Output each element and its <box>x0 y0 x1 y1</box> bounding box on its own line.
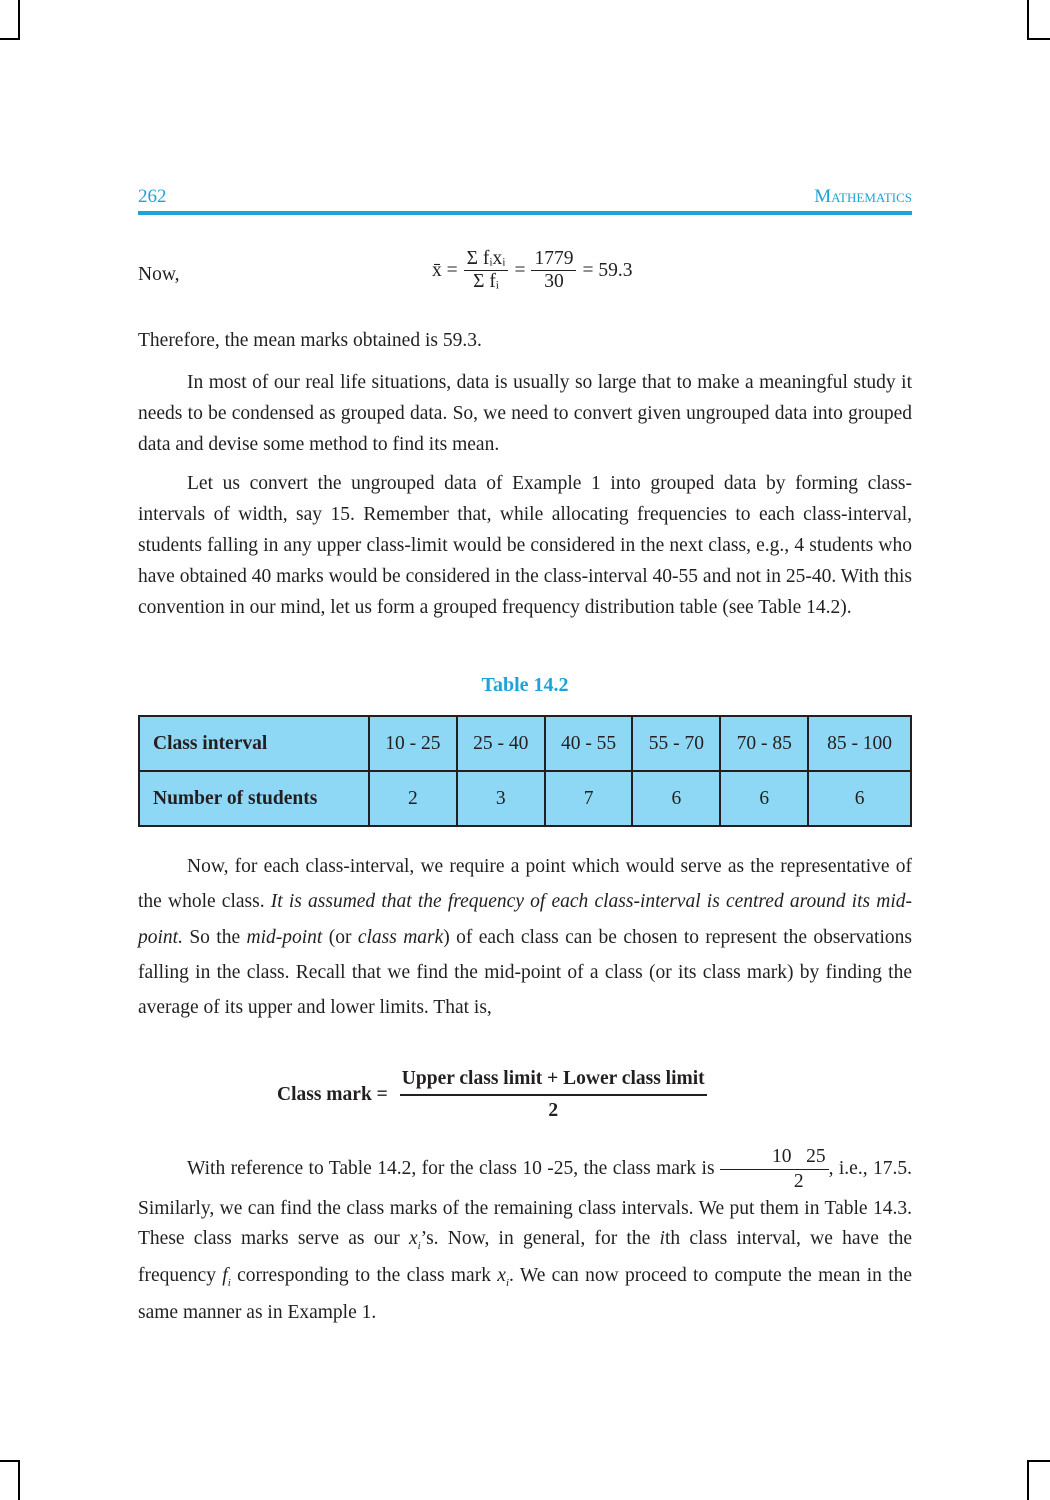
fraction: $\frac{\text{Σ fᵢxᵢ}}{\text{Σ fᵢ}}$ <box>464 248 509 293</box>
table-cell: 10 - 25 <box>369 716 457 771</box>
crop-mark <box>0 38 20 40</box>
table-cell: 25 - 40 <box>457 716 545 771</box>
table-row <box>139 771 911 826</box>
row-header: Number of students <box>139 771 369 826</box>
table-cell: 7 <box>545 771 633 826</box>
equation-lead: Now, <box>138 264 180 285</box>
paragraph: Let us convert the ungrouped data of Example 1 into grouped data by forming class-intervals of width, say 15. Remember that, while allocating frequencies to each class-interval, students falling in any upper class-limit would be considered in the next class, e.g., 4 students who have obtained 40 marks would be considered in the class-interval 40-55 and not in 25-40. With this convention in our mind, let us form a grouped frequency distribution table (see Table 14.2). <box>138 473 912 618</box>
crop-mark <box>18 1460 20 1500</box>
fraction: $\frac{10 25}{2}$ <box>720 1145 829 1194</box>
table-cell: 6 <box>632 771 720 826</box>
class-mark-formula: Class mark = $\frac{\text{Upper class limit + Lower class limit}}{2}$ <box>277 1068 705 1121</box>
paragraph: In most of our real life situations, data is usually so large that to make a meaningful study it needs to be condensed as grouped data. So, we need to convert given ungrouped data into grouped data and devise some method to find its mean. <box>138 372 912 455</box>
crop-mark <box>1027 0 1029 40</box>
table-cell: 2 <box>369 771 457 826</box>
frequency-table <box>138 715 912 827</box>
crop-mark <box>1027 1460 1050 1462</box>
running-title: Mathematics <box>814 186 912 207</box>
paragraph: With reference to Table 14.2, for the class 10 -25, the class mark is $\frac{10 25}{2}$ , i.e., 17.5. Similarly, we can find the class marks of the remaining class intervals. We put them in Table 14.3. These class marks serve as our $x_i’s$. Now, in general, for the ith class interval, we have the frequency $f_i$ corresponding to the class mark $x_i$. We can now proceed to compute the mean in the same manner as in Example 1. <box>138 1146 913 1324</box>
crop-mark <box>0 1460 20 1462</box>
table-cell: 70 - 85 <box>720 716 808 771</box>
table-caption: Table 14.2 <box>481 674 569 696</box>
crop-mark <box>18 0 20 40</box>
paragraph: Therefore, the mean marks obtained is 59.3. <box>138 330 482 351</box>
row-header: Class interval <box>139 716 369 771</box>
crop-mark <box>1027 1460 1029 1500</box>
table-cell: 40 - 55 <box>545 716 633 771</box>
mean-lhs: x̄ = <box>432 259 458 281</box>
fraction: $\frac{\text{Upper class limit + Lower class limit}}{2}$ <box>401 1068 705 1121</box>
header-rule <box>138 211 912 215</box>
mean-result: = 59.3 <box>582 259 633 281</box>
table-cell: 6 <box>720 771 808 826</box>
page-number: 262 <box>138 186 167 207</box>
table-cell: 6 <box>808 771 911 826</box>
crop-mark <box>1027 38 1050 40</box>
paragraph: Now, for each class-interval, we require a point which would serve as the representative of the whole class. It is assumed that the frequency of each class-interval is centred around its mid-point. So the mid-point (or class mark) of each class can be chosen to represent the observations falling in the class. Recall that we find the mid-point of a class (or its class mark) by finding the average of its upper and lower limits. That is, <box>138 856 912 1019</box>
table-cell: 55 - 70 <box>632 716 720 771</box>
table-cell: 3 <box>457 771 545 826</box>
table-row <box>139 716 911 771</box>
table-cell: 85 - 100 <box>808 716 911 771</box>
fraction: $\frac{1779}{30}$ <box>531 248 576 293</box>
mean-equation: x̄ = $\frac{\text{Σ fᵢxᵢ}}{\text{Σ fᵢ}}$ = $\frac{1779}{30}$ = 59.3 <box>432 248 633 292</box>
